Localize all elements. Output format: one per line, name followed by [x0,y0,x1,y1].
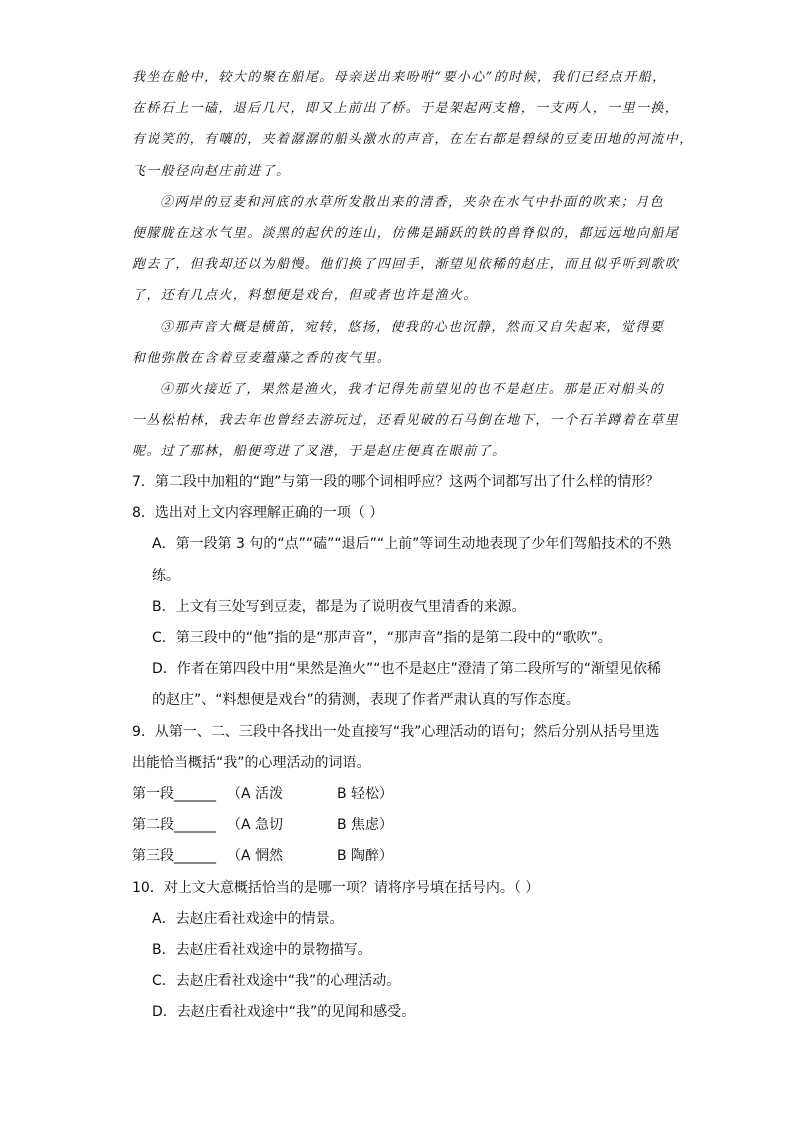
choice-b: B 陶醉） [337,848,394,865]
passage-line: 了，还有几点火，料想便是戏台，但或者也许是渔火。 [132,288,478,304]
passage-paragraph-4 [132,374,680,468]
answer-blank-label[interactable]: 第二段______ [132,817,216,834]
passage-line: 跑去了，但我却还以为船慢。他们换了四回手，渐望见依稀的赵庄，而且似乎听到歌吹 [132,257,680,273]
question-9 [132,717,672,873]
question-10-option-b: B．去赵庄看社戏途中的景物描写。 [152,942,372,959]
passage-line: 我坐在舱中，较大的聚在船尾。母亲送出来吩咐“要小心”的时候，我们已经点开船， [132,70,667,85]
choice-a: （A 活泼 [227,786,284,803]
passage-line: ②两岸的豆麦和河底的水草所发散出来的清香，夹杂在水气中扑面的吹来；月色 [160,194,665,210]
passage-line: 飞一般径向赵庄前进了。 [132,163,291,179]
question-10 [132,873,672,1029]
question-10-option-c: C．去赵庄看社戏途中“我”的心理活动。 [152,973,401,990]
choice-a: （A 惘然 [227,848,284,865]
question-8-option-a: A．第一段第 3 句的“点”“磕”“退后”“上前”等词生动地表现了少年们驾船技术的不熟 [152,536,672,553]
choice-b: B 焦虑） [337,817,394,834]
passage-paragraph-1 [132,62,694,187]
question-7: 7．第二段中加粗的“跑”与第一段的哪个词相呼应？这两个词都写出了什么样的情形？ [132,474,660,490]
question-8-option-c: C．第三段中的“他”指的是“那声音”，“那声音”指的是第二段中的“歌吹”。 [152,630,612,647]
question-8-stem: 8．选出对上文内容理解正确的一项（ ） [132,505,384,522]
passage-line: 一丛松柏林，我去年也曾经去游玩过，还看见破的石马倒在地下，一个石羊蹲着在草里 [132,413,680,429]
question-9-stem: 9．从第一、二、三段中各找出一处直接写“我”心理活动的语句；然后分别从括号里选 [132,723,660,740]
question-8-option-d: D．作者在第四段中用“果然是渔火”“也不是赵庄”澄清了第二段所写的“渐望见依稀 [152,661,662,678]
question-10-option-d: D．去赵庄看社戏途中“我”的见闻和感受。 [152,1004,416,1021]
question-8-option-d-cont: 的赵庄”、“料想便是戏台”的猜测，表现了作者严肃认真的写作态度。 [152,692,580,709]
passage-line: 在桥石上一磕，退后几尺，即又上前出了桥。于是架起两支橹，一支两人，一里一换， [132,101,680,117]
passage-paragraph-3 [132,312,665,374]
questions-section [132,467,672,1029]
passage-line: 便朦胧在这水气里。淡黑的起伏的连山，仿佛是踊跃的铁的兽脊似的，都远远地向船尾 [132,226,680,242]
question-10-stem: 10．对上文大意概括恰当的是哪一项？请将序号填在括号内。（ ） [132,879,540,896]
question-8-option-a-cont: 练。 [152,567,180,584]
passage-line: 和他弥散在含着豆麦蕴藻之香的夜气里。 [132,350,392,366]
answer-blank-label[interactable]: 第三段______ [132,848,216,865]
passage-paragraph-2 [132,187,680,312]
question-8-option-b: B．上文有三处写到豆麦，都是为了说明夜气里清香的来源。 [152,598,526,615]
question-9-row-3 [132,841,672,872]
question-9-row-1 [132,779,672,810]
question-10-option-a: A．去赵庄看社戏途中的情景。 [152,910,344,927]
answer-blank-label[interactable]: 第一段______ [132,786,216,803]
question-9-row-2 [132,810,672,841]
choice-a: （A 急切 [227,817,284,834]
passage-line: ③那声音大概是横笛，宛转，悠扬，使我的心也沉静，然而又自失起来，觉得要 [160,319,665,335]
question-8 [132,498,672,716]
passage-line: 呢。过了那林，船便弯进了叉港，于是赵庄便真在眼前了。 [132,444,507,460]
reading-passage [132,62,694,468]
choice-b: B 轻松） [337,786,394,803]
passage-line: 有说笑的，有嚷的，夹着潺潺的船头激水的声音，在左右都是碧绿的豆麦田地的河流中， [132,132,694,148]
passage-line: ④那火接近了，果然是渔火，我才记得先前望见的也不是赵庄。那是正对船头的 [160,382,665,398]
question-9-stem-cont: 出能恰当概括“我”的心理活动的词语。 [132,754,371,771]
